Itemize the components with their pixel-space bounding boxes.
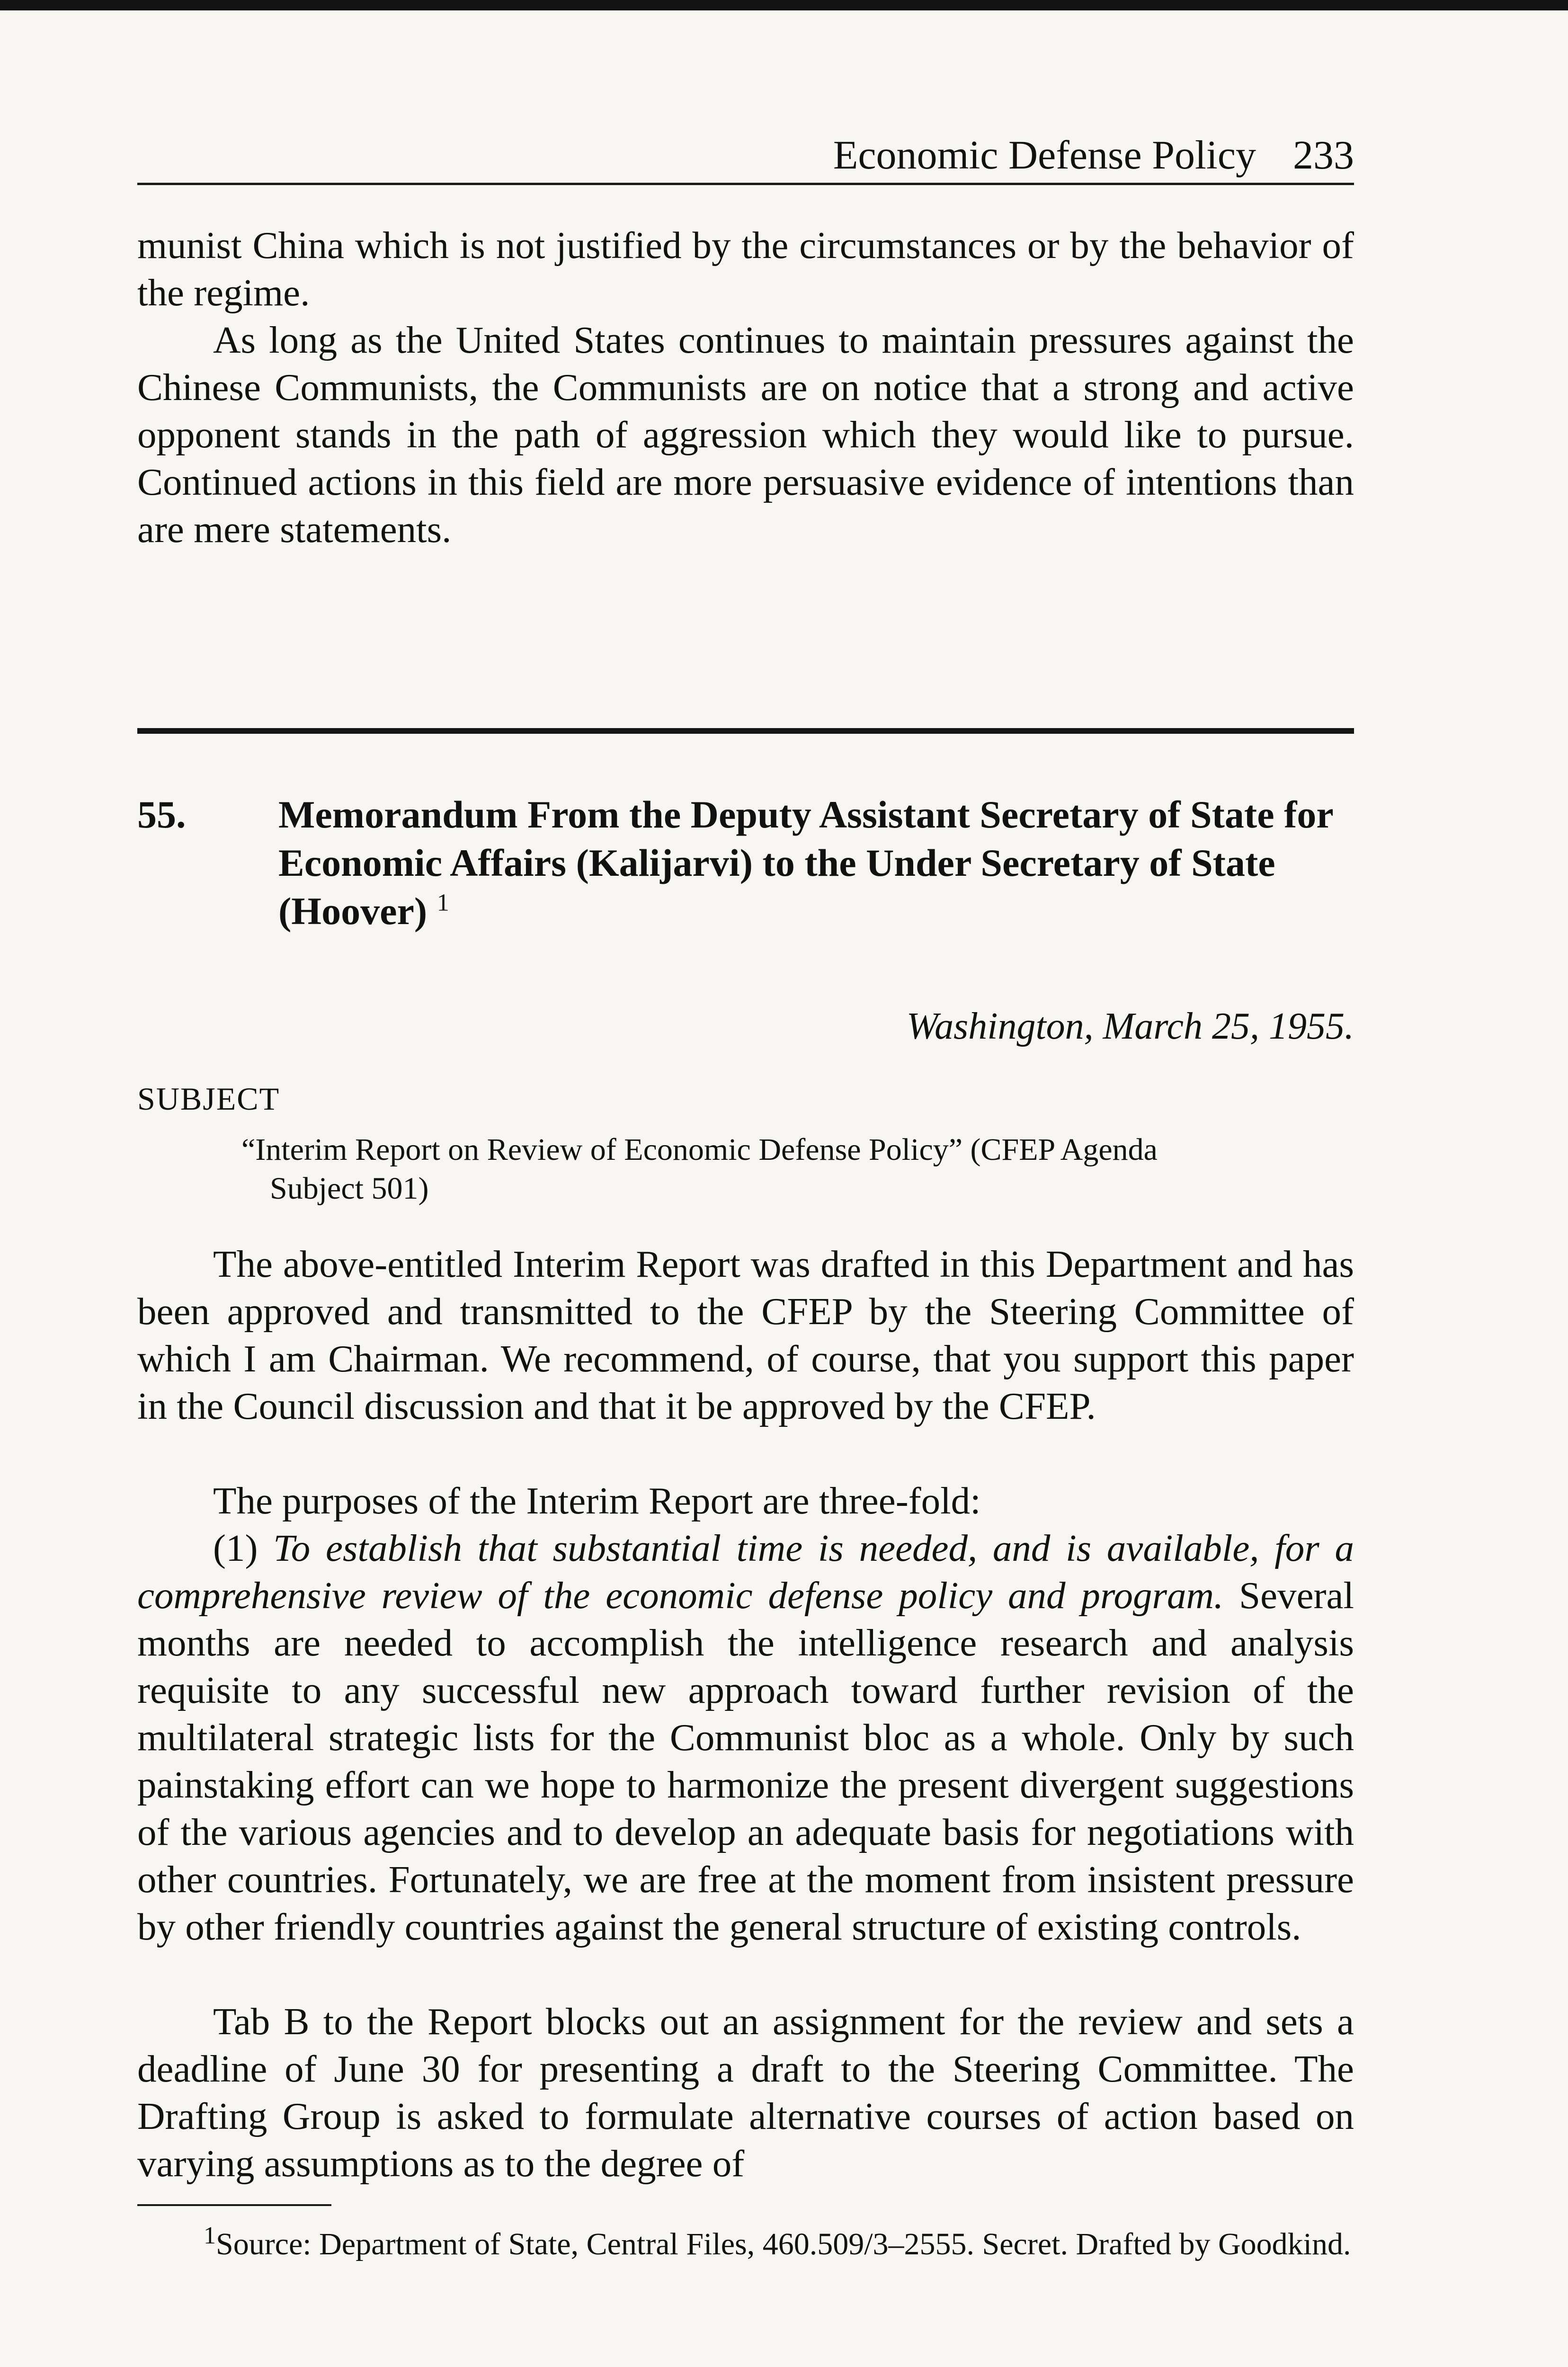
- subject-line: Subject 501): [270, 1171, 429, 1206]
- dateline: Washington, March 25, 1955.: [906, 1006, 1354, 1047]
- body-paragraph: The above-entitled Interim Report was drafted in this Department and has been approved and transmitted to the CFEP by the Steering Committee of which I am Chairman. We recommend, of course, that you support this paper in the Council discussion and that it be approved by the CFEP.: [137, 1243, 1354, 1427]
- running-head-title: Economic Defense Policy: [833, 132, 1256, 178]
- subject-line: “Interim Report on Review of Economic Defense Policy” (CFEP Agenda: [241, 1132, 1158, 1167]
- body-paragraph: The purposes of the Interim Report are three-fold:: [213, 1479, 981, 1522]
- paragraph-text: Several months are needed to accomplish the intelligence research and analysis requisite to any successful new approach toward further revision of the multilateral strategic lists for the Communist bloc as a whole. Only by such painstaking effort can we hope to harmonize the present divergent suggestions of the various agencies and to develop an adequate basis for negotiations with other countries. Fortunately, we are free at the moment from insistent pressure by other friendly countries against the general structure of existing controls.: [137, 1574, 1354, 1948]
- list-number: (1): [213, 1527, 258, 1569]
- footnote-marker: 1: [204, 2222, 216, 2249]
- footnote: [137, 2222, 1354, 2264]
- running-head: [137, 127, 1354, 185]
- footnote-text: Source: Department of State, Central Files, 460.509/3–2555. Secret. Drafted by Goodkind.: [216, 2227, 1351, 2261]
- body-paragraph: Tab B to the Report blocks out an assignment for the review and sets a deadline of June 30 for presenting a draft to the Steering Committee. The Drafting Group is asked to formulate alternative courses of action based on varying assumptions as to the degree of: [137, 2000, 1354, 2185]
- top-border-rule: [0, 0, 1568, 10]
- heading-footnote-marker: 1: [437, 889, 449, 917]
- subject-label: SUBJECT: [137, 1081, 280, 1117]
- document-number: 55.: [137, 793, 186, 836]
- page-number: 233: [1293, 132, 1354, 178]
- body-paragraph: [137, 1524, 1354, 1950]
- document-heading: [278, 791, 1354, 935]
- section-divider: [137, 728, 1354, 734]
- document-heading-text: Memorandum From the Deputy Assistant Secretary of State for Economic Affairs (Kalijarvi) to the Under Secretary of State (Hoover): [278, 793, 1333, 933]
- continuation-paragraph: As long as the United States continues to maintain pressures against the Chinese Communists, the Communists are on notice that a strong and active opponent stands in the path of aggression which they would like to pursue. Continued actions in this field are more persuasive evidence of intentions than are mere statements.: [137, 319, 1354, 551]
- continuation-paragraph: munist China which is not justified by the circumstances or by the behavior of the regime.: [137, 224, 1354, 314]
- footnote-rule: [137, 2204, 331, 2206]
- italic-purpose: To establish that substantial time is needed, and is available, for a comprehensive review of the economic defense policy and program.: [137, 1527, 1354, 1617]
- subject-text: [213, 1130, 1245, 1208]
